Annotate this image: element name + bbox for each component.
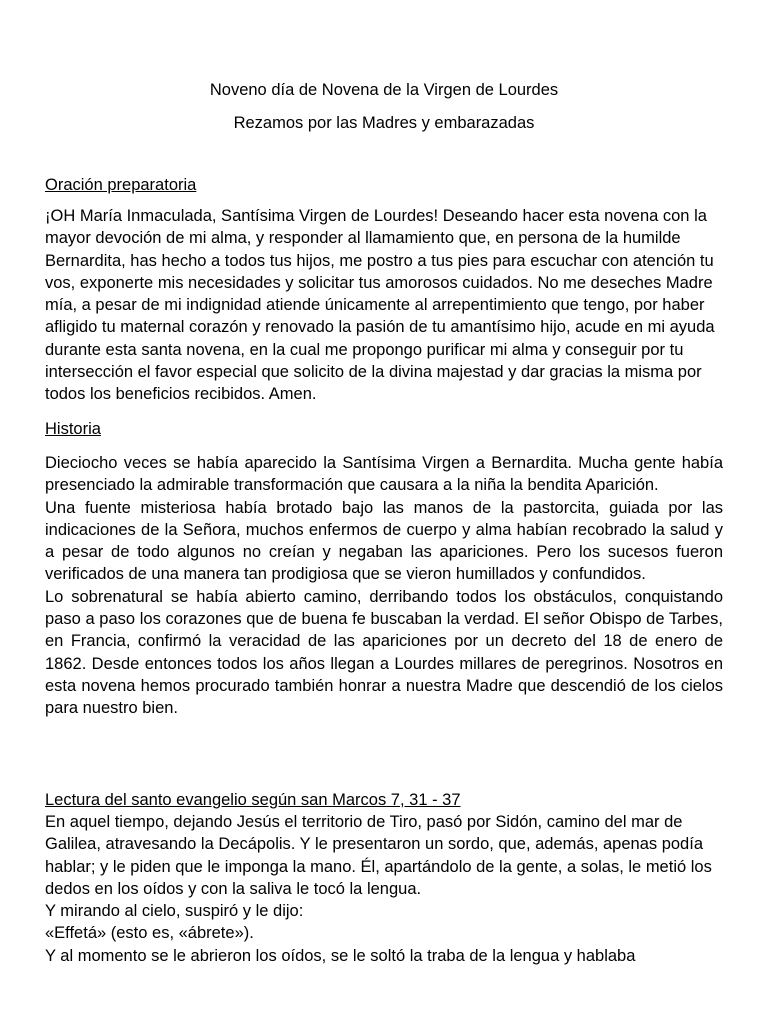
lectura-text	[45, 811, 723, 967]
page-subtitle: Rezamos por las Madres y embarazadas	[233, 114, 535, 132]
historia-paragraph-2: Una fuente misteriosa había brotado bajo las manos de la pastorcita, guiada por las indicaciones de la Señora, muchos enfermos de cuerpo y alma habían recobrado la salud y a pesar de todo algunos no creían y negaban las apariciones. Pero los sucesos fueron verificados de una manera tan prodigiosa que se vieron humillados y confundidos.	[45, 498, 723, 584]
oracion-paragraph: ¡OH María Inmaculada, Santísima Virgen de Lourdes! Deseando hacer esta novena con la mayor devoción de mi alma, y responder al llamamiento que, en persona de la humilde Bernardita, has hecho a todos tus hijos, me postro a tus pies para escuchar con atención tu vos, exponerte mis necesidades y solicitar tus amorosos cuidados. No me deseches Madre mía, a pesar de mi indignidad atiende únicamente al arrepentimiento que tengo, por haber afligido tu maternal corazón y renovado la pasión de tu amantísimo hijo, acude en mi ayuda durante esta santa novena, en la cual me propongo purificar mi alma y conseguir por tu intersección el favor especial que solicito de la divina majestad y dar gracias la misma por todos los beneficios recibidos. Amen.	[45, 207, 715, 404]
lectura-heading: Lectura del santo evangelio según san Marcos 7, 31 - 37	[45, 791, 461, 809]
lectura-line-3: «Effetá» (esto es, «ábrete»).	[45, 924, 254, 943]
historia-paragraph-1: Dieciocho veces se había aparecido la Santísima Virgen a Bernardita. Mucha gente había presenciado la admirable transformación que causara a la niña la bendita Aparición.	[45, 454, 723, 495]
oracion-heading: Oración preparatoria	[45, 176, 197, 194]
lectura-line-4: Y al momento se le abrieron los oídos, se le soltó la traba de la lengua y hablaba	[45, 946, 636, 965]
historia-text	[45, 452, 723, 720]
historia-heading: Historia	[45, 420, 101, 438]
lectura-line-2: Y mirando al cielo, suspiró y le dijo:	[45, 902, 304, 921]
lectura-line-1: En aquel tiempo, dejando Jesús el territorio de Tiro, pasó por Sidón, camino del mar de Galilea, atravesando la Decápolis. Y le presentaron un sordo, que, además, apenas podía hablar; y le piden que le imponga la mano. Él, apartándolo de la gente, a solas, le metió los dedos en los oídos y con la saliva le tocó la lengua.	[45, 813, 712, 898]
page-title: Noveno día de Novena de la Virgen de Lourdes	[209, 81, 559, 99]
historia-paragraph-3: Lo sobrenatural se había abierto camino, derribando todos los obstáculos, conquistando paso a paso los corazones que de buena fe buscaban la verdad. El señor Obispo de Tarbes, en Francia, confirmó la veracidad de las apariciones por un decreto del 18 de enero de 1862. Desde entonces todos los años llegan a Lourdes millares de peregrinos. Nosotros en esta novena hemos procurado también honrar a nuestra Madre que descendió de los cielos para nuestro bien.	[45, 587, 723, 718]
oracion-text	[45, 205, 723, 406]
